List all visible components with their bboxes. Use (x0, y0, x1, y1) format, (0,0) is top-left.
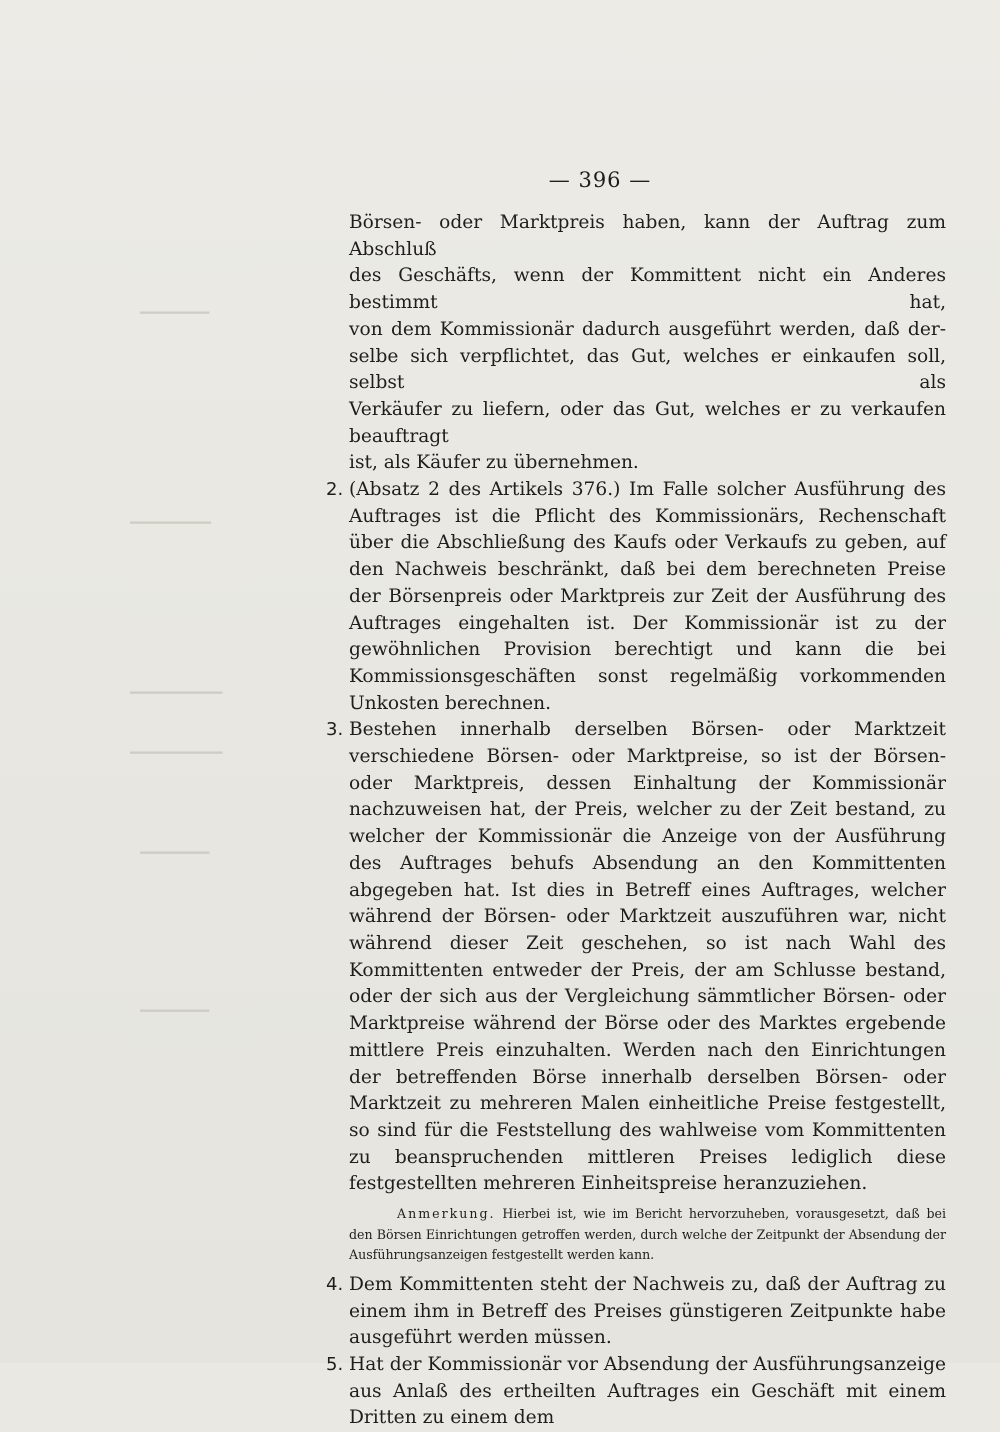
numbered-paragraph (282, 1352, 946, 1432)
numbered-paragraph (282, 477, 946, 717)
bleed-through-decoration: ▁▁▁▁▁▁ (140, 994, 210, 1012)
note-label: Anmerkung. (397, 1206, 496, 1222)
paragraph-number: 5. (326, 1353, 344, 1375)
bleed-through-decoration: ▁▁▁▁▁▁▁▁ (130, 676, 223, 694)
numbered-paragraph (282, 1272, 946, 1352)
note-text: Hierbei ist, wie im Bericht hervorzuheben, vorausgesetzt, daß bei den Börsen Einrichtungen getroffen werden, durch welche der Zeitpunkt der Absendung der Ausführungsanzeigen festgestellt werden kann. (349, 1206, 946, 1263)
paragraph-text: Hat der Kommissionär vor Absendung der Ausführungsanzeige aus Anlaß des ertheilten Auftrages ein Geschäft mit einem Dritten zu einem dem (349, 1353, 946, 1429)
text-line: Börsen- oder Marktpreis haben, kann der Auftrag zum Abschluß (349, 212, 946, 260)
main-text (282, 210, 946, 1432)
bleed-through-decoration: ▁▁▁▁▁▁ (140, 296, 210, 314)
bleed-through-decoration: ▁▁▁▁▁▁▁▁ (130, 736, 223, 754)
footnote-remark (282, 1204, 946, 1266)
text-line: Verkäufer zu liefern, oder das Gut, welches er zu verkaufen beauftragt (349, 398, 946, 447)
continued-paragraph (282, 210, 946, 477)
paragraph-number: 4. (326, 1273, 344, 1295)
text-line: ist, als Käufer zu übernehmen. (349, 452, 639, 474)
bleed-through-decoration: ▁▁▁▁▁▁ (140, 836, 210, 854)
text-line: von dem Kommissionär dadurch ausgeführt werden, daß der- (349, 318, 946, 340)
paragraph-text: Bestehen innerhalb derselben Börsen- oder Marktzeit verschiedene Börsen- oder Marktpreise, so ist der Börsen- oder Marktpreis, dessen Einhaltung der Kommissionär nachzuweisen hat, der Preis, welcher zu der Zeit bestand, zu welcher der Kommissionär die Anzeige von der Ausführung des Auftrages behufs Absendung an den Kommittenten abgegeben hat. Ist dies in Betreff eines Auftrages, welcher während der Börsen- oder Marktzeit auszuführen war, nicht während dieser Zeit geschehen, so ist nach Wahl des Kommittenten entweder der Preis, der am Schlusse bestand, oder der sich aus der Vergleichung sämmtlicher Börsen- oder Marktpreise während der Börse oder des Marktes ergebende mittlere Preis einzuhalten. Werden nach den Einrichtungen der betreffenden Börse innerhalb derselben Börsen- oder Marktzeit zu mehreren Malen einheitliche Preise festgestellt, so sind für die Feststellung des wahlweise vom Kommittenten zu beanspruchenden mittleren Preises lediglich diese festgestellten mehreren Einheitspreise heranzuziehen. (349, 719, 946, 1195)
text-line: des Geschäfts, wenn der Kommittent nicht ein Anderes bestimmt hat, (349, 265, 946, 314)
bleed-through-decoration: ▁▁▁▁▁▁▁ (130, 506, 211, 524)
paragraph-number: 3. (326, 719, 344, 741)
numbered-paragraph (282, 717, 946, 1198)
text-line: selbe sich verpflichtet, das Gut, welches er einkaufen soll, selbst als (349, 345, 946, 394)
paragraph-text: (Absatz 2 des Artikels 376.) Im Falle solcher Ausführung des Auftrages ist die Pflicht des Kommissionärs, Rechenschaft über die Abschließung des Kaufs oder Verkaufs zu geben, auf den Nachweis beschränkt, daß bei dem berechneten Preise der Börsenpreis oder Marktpreis zur Zeit der Ausführung des Auftrages eingehalten ist. Der Kommissionär ist zu der gewöhnlichen Provision berechtigt und kann die bei Kommissionsgeschäften sonst regelmäßig vorkommenden Unkosten berechnen. (349, 479, 946, 714)
page-number: — 396 — (548, 168, 652, 192)
paragraph-text: Dem Kommittenten steht der Nachweis zu, daß der Auftrag zu einem ihm in Betreff des Preises günstigeren Zeitpunkte habe ausgeführt werden müssen. (349, 1273, 946, 1349)
paragraph-number: 2. (326, 479, 344, 501)
